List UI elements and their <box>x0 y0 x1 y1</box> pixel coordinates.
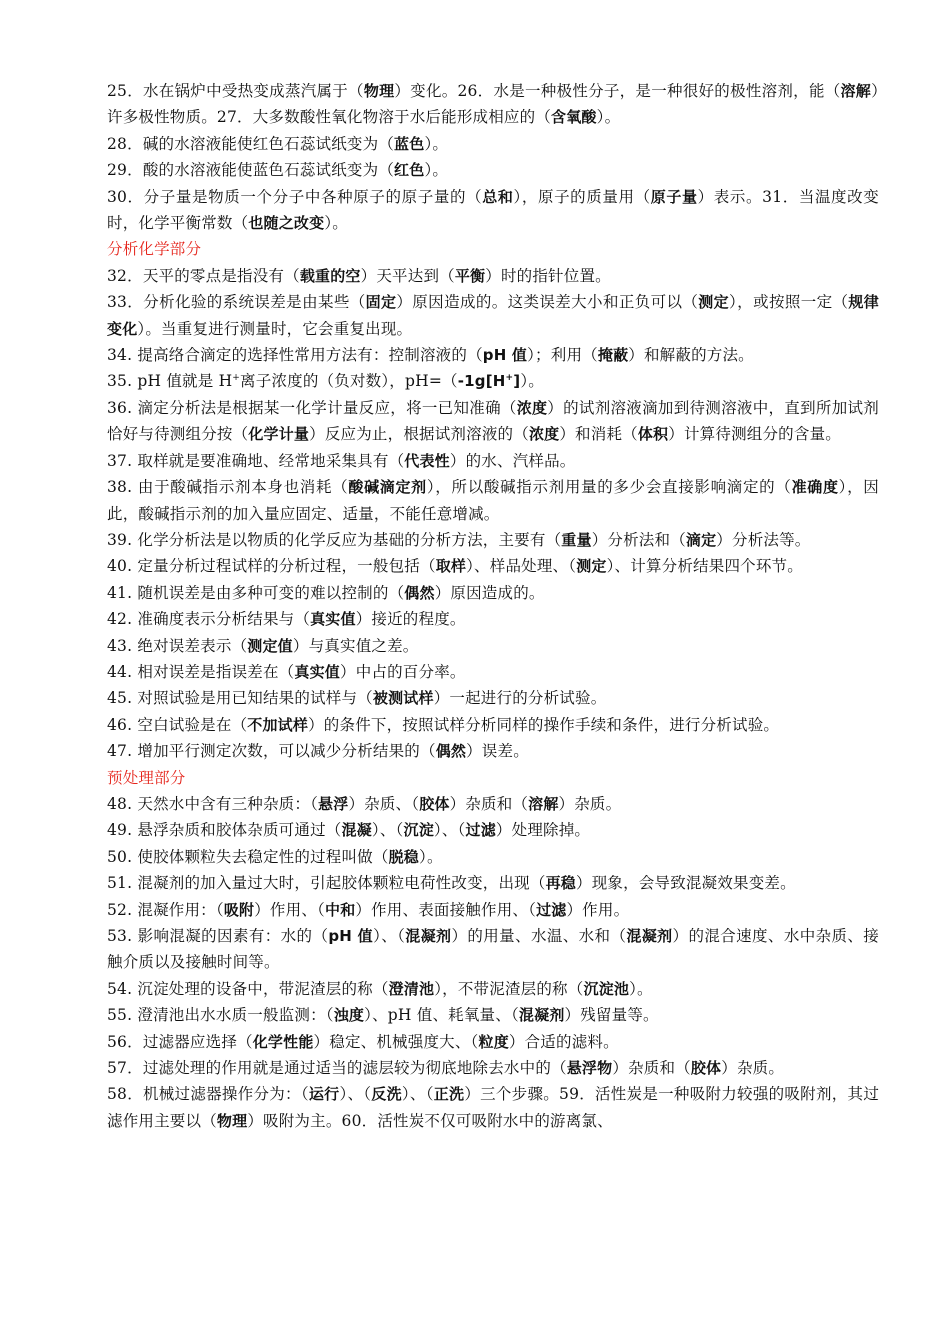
answer-text: 物理 <box>216 1111 248 1130</box>
question-paragraph <box>107 738 879 764</box>
answer-text: -1g[H <box>457 372 506 391</box>
question-text: 32．天平的零点是指没有（ <box>107 266 300 285</box>
question-paragraph <box>107 263 879 289</box>
question-text: ）表示。31．当温度改变时，化学平衡常数（ <box>107 187 880 233</box>
answer-text: 运行 <box>308 1085 340 1104</box>
answer-text: 混凝剂 <box>405 927 452 945</box>
question-paragraph <box>107 342 879 368</box>
question-text: ）。 <box>424 161 449 180</box>
question-text: 55. 澄清池出水水质一般监测：（ <box>107 1006 334 1025</box>
question-text: ）。 <box>324 214 348 233</box>
question-text: ）杂质、（ <box>348 794 420 813</box>
question-paragraph <box>107 78 879 131</box>
question-text: ）计算待测组分的含量。 <box>668 425 841 444</box>
question-text: ）的用量、水温、水和（ <box>451 927 627 945</box>
question-text: ）作用、表面接触作用、（ <box>355 900 537 919</box>
answer-text: 混凝剂 <box>626 927 673 945</box>
question-text: ）、（ <box>373 927 406 945</box>
question-text: ）处理除掉。 <box>495 821 591 840</box>
question-text: 39. 化学分析法是以物质的化学反应为基础的分析方法，主要有（ <box>107 530 562 549</box>
question-text: ），原子的质量用（ <box>513 187 651 206</box>
section-heading: 分析化学部分 <box>107 240 202 259</box>
question-text: ）作用。 <box>566 900 630 919</box>
question-paragraph <box>107 712 879 738</box>
answer-text: 化学计量 <box>248 425 310 444</box>
answer-text: 混凝剂 <box>518 1006 565 1025</box>
question-paragraph <box>107 553 879 579</box>
question-text: ）、样品处理、（ <box>466 557 577 576</box>
question-paragraph <box>107 527 879 553</box>
answer-text: 重量 <box>561 530 592 549</box>
answer-text: 悬浮物 <box>566 1059 613 1078</box>
question-text: ）。 <box>629 979 653 998</box>
question-text: ）、pH 值、耗氧量、（ <box>364 1006 519 1025</box>
question-text: 51. 混凝剂的加入量过大时，引起胶体颗粒电荷性改变，出现（ <box>107 874 546 893</box>
answer-text: 总和 <box>482 187 514 206</box>
answer-text: 胶体 <box>419 794 450 813</box>
question-text: ），不带泥渣层的称（ <box>434 979 584 998</box>
question-text: ）的混合速度、水中杂质、接触介质以及接触时间等。 <box>107 927 880 972</box>
question-text: 46. 空白试验是在（ <box>107 715 248 734</box>
question-paragraph <box>107 157 879 183</box>
question-text: 54. 沉淀处理的设备中，带泥渣层的称（ <box>107 979 389 998</box>
answer-text: 偶然 <box>404 583 435 602</box>
answer-text: 滴定 <box>685 530 717 549</box>
question-text: ）接近的程度。 <box>355 610 466 629</box>
answer-text: 真实值 <box>294 662 340 681</box>
question-text: ）、计算分析结果四个环节。 <box>606 557 803 576</box>
question-text: 47. 增加平行测定次数，可以减少分析结果的（ <box>107 742 436 761</box>
answer-text: 载重的空 <box>299 266 361 285</box>
question-paragraph <box>107 685 879 711</box>
answer-text: 真实值 <box>310 610 356 629</box>
document-page <box>107 78 879 1134</box>
answer-text: 悬浮 <box>318 794 349 813</box>
answer-text: 浓度 <box>528 425 560 444</box>
answer-text: 不加试样 <box>247 715 309 734</box>
question-paragraph <box>107 1002 879 1028</box>
question-text: ）杂质。 <box>721 1059 785 1078</box>
answer-text: 规律变化 <box>107 293 879 338</box>
question-text: 49. 悬浮杂质和胶体杂质可通过（ <box>107 821 342 840</box>
answer-text: 体积 <box>637 425 669 444</box>
question-paragraph <box>107 184 879 237</box>
question-paragraph <box>107 1055 879 1081</box>
answer-text: 也随之改变 <box>248 214 325 233</box>
question-text: ）分析法和（ <box>591 530 686 549</box>
question-text: 52. 混凝作用：（ <box>107 900 224 919</box>
question-text: ）天平达到（ <box>360 266 455 285</box>
answer-text: 中和 <box>325 900 356 919</box>
answer-text: 胶体 <box>690 1059 722 1078</box>
answer-text: 沉淀 <box>403 821 434 840</box>
question-text: ）变化。26．水是一种极性分子，是一种很好的极性溶剂，能（ <box>394 82 841 100</box>
question-text: ）一起进行的分析试验。 <box>433 689 607 708</box>
question-text: ）；利用（ <box>527 346 598 365</box>
answer-text: 蓝色 <box>394 134 425 153</box>
superscript-text: + <box>232 373 241 384</box>
answer-text: 物理 <box>363 82 395 100</box>
question-text: 44. 相对误差是指误差在（ <box>107 662 295 681</box>
question-text: ）的条件下，按照试样分析同样的操作手续和条件，进行分析试验。 <box>308 715 780 734</box>
answer-text: 代表性 <box>404 451 450 470</box>
answer-text: 浊度 <box>333 1006 365 1025</box>
answer-text: 浓度 <box>516 398 548 417</box>
question-text: 40. 定量分析过程试样的分析过程，一般包括（ <box>107 557 436 576</box>
answer-text: 沉淀池 <box>583 979 630 998</box>
question-text: 33．分析化验的系统误差是由某些（ <box>107 293 366 312</box>
question-text: 25．水在锅炉中受热变成蒸汽属于（ <box>107 82 364 100</box>
question-text: ）作用、（ <box>254 900 325 919</box>
question-text: 41. 随机误差是由多种可变的难以控制的（ <box>107 583 405 602</box>
question-text: ）、（ <box>339 1085 372 1104</box>
question-text: ），所以酸碱指示剂用量的多少会直接影响滴定的（ <box>426 478 792 497</box>
answer-text: 化学性能 <box>252 1032 314 1051</box>
question-paragraph <box>107 606 879 632</box>
question-text: ）原因造成的。 <box>434 583 545 602</box>
question-paragraph <box>107 395 879 448</box>
question-text: 56．过滤器应选择（ <box>107 1032 253 1051</box>
answer-text: 测定 <box>576 557 607 576</box>
answer-text: 测定值 <box>247 636 293 655</box>
question-paragraph <box>107 897 879 923</box>
question-text: ）的水、汽样品。 <box>449 451 576 470</box>
question-paragraph <box>107 474 879 527</box>
answer-text: 掩蔽 <box>597 346 629 365</box>
question-text: 48. 天然水中含有三种杂质：（ <box>107 794 319 813</box>
answer-text: 脱稳 <box>388 847 419 866</box>
answer-text: 反洗 <box>371 1085 402 1104</box>
superscript-text: + <box>505 373 514 384</box>
question-text: ）反应为止，根据试剂溶液的（ <box>309 425 529 444</box>
question-text: 45. 对照试验是用已知结果的试样与（ <box>107 689 373 708</box>
question-text: ）吸附为主。60．活性炭不仅可吸附水中的游离氯、 <box>247 1111 613 1130</box>
question-text: 57．过滤处理的作用就是通过适当的滤层较为彻底地除去水中的（ <box>107 1059 567 1078</box>
question-paragraph <box>107 870 879 896</box>
question-text: ）。 <box>419 847 443 866</box>
answer-text: 偶然 <box>435 742 467 761</box>
question-text: 37. 取样就是要准确地、经常地采集具有（ <box>107 451 405 470</box>
question-text: ）、（ <box>401 1085 434 1104</box>
answer-text: 酸碱滴定剂 <box>348 478 427 497</box>
question-text: ）现象，会导致混凝效果变差。 <box>576 874 796 893</box>
question-text: 38. 由于酸碱指示剂本身也消耗（ <box>107 478 349 497</box>
question-paragraph <box>107 448 879 474</box>
question-paragraph <box>107 580 879 606</box>
question-text: ）三个步骤。59．活性炭是一种吸附力较强的吸附剂，其过滤作用主要以（ <box>107 1085 880 1130</box>
question-paragraph <box>107 131 879 157</box>
question-text: ），或按照一定（ <box>729 293 849 312</box>
question-text: 53. 影响混凝的因素有：水的（ <box>107 927 329 945</box>
question-text: ）和消耗（ <box>559 425 638 444</box>
answer-text: 过滤 <box>465 821 496 840</box>
answer-text: 被测试样 <box>372 689 434 708</box>
answer-text: 粒度 <box>478 1032 509 1051</box>
section-heading: 预处理部分 <box>107 768 186 787</box>
answer-text: ] <box>513 372 521 391</box>
question-text: 43. 绝对误差表示（ <box>107 636 248 655</box>
question-text: 35. pH 值就是 H <box>107 372 233 391</box>
question-text: ）分析法等。 <box>716 530 811 549</box>
question-text: ）的试剂溶液滴加到待测溶液中，直到所加试剂恰好与待测组分按（ <box>107 398 880 444</box>
answer-text: 澄清池 <box>388 979 435 998</box>
question-text: 离子浓度的（负对数），pH=（ <box>240 372 458 391</box>
question-text: ）、（ <box>371 821 404 840</box>
answer-text: 含氧酸 <box>551 108 597 127</box>
answer-text: 再稳 <box>545 874 576 893</box>
question-text: 28．碱的水溶液能使红色石蕊试纸变为（ <box>107 134 395 153</box>
question-text: 29．酸的水溶液能使蓝色石蕊试纸变为（ <box>107 161 395 180</box>
question-text: ）稳定、机械强度大、（ <box>313 1032 479 1051</box>
question-text: ）杂质和（ <box>612 1059 691 1078</box>
answer-text: pH 值 <box>482 346 528 365</box>
answer-text: 取样 <box>435 557 467 576</box>
answer-text: 混凝 <box>341 821 372 840</box>
question-text: ）原因造成的。这类误差大小和正负可以（ <box>396 293 699 312</box>
question-text: ）。 <box>520 372 545 391</box>
answer-text: pH 值 <box>328 927 374 945</box>
question-text: 30．分子量是物质一个分子中各种原子的原子量的（ <box>107 187 483 206</box>
question-text: ）、（ <box>433 821 466 840</box>
question-text: ）杂质。 <box>558 794 622 813</box>
question-paragraph <box>107 289 879 342</box>
question-paragraph <box>107 659 879 685</box>
answer-text: 测定 <box>698 293 730 312</box>
answer-text: 过滤 <box>536 900 567 919</box>
answer-text: 原子量 <box>650 187 698 206</box>
question-paragraph <box>107 633 879 659</box>
question-text: ）。 <box>596 108 621 127</box>
question-paragraph <box>107 976 879 1002</box>
question-paragraph <box>107 844 879 870</box>
answer-text: 溶解 <box>528 794 559 813</box>
answer-text: 正洗 <box>433 1085 465 1104</box>
answer-text: 平衡 <box>454 266 486 285</box>
question-text: ）残留量等。 <box>564 1006 659 1025</box>
question-text: ）。当重复进行测量时，它会重复出现。 <box>137 319 413 338</box>
question-text: ）与真实值之差。 <box>292 636 419 655</box>
question-text: ），因此，酸碱指示剂的加入量应固定、适量，不能任意增减。 <box>107 478 879 523</box>
answer-text: 溶解 <box>840 82 872 100</box>
answer-text: 红色 <box>394 161 425 180</box>
question-paragraph <box>107 368 879 394</box>
question-text: ）合适的滤料。 <box>508 1032 619 1051</box>
question-text: ）时的指针位置。 <box>485 266 611 285</box>
question-paragraph <box>107 817 879 843</box>
question-text: ）杂质和（ <box>449 794 529 813</box>
question-text: 42. 准确度表示分析结果与（ <box>107 610 311 629</box>
question-text: 34. 提高络合滴定的选择性常用方法有：控制溶液的（ <box>107 346 483 365</box>
question-text: ）许多极性物质。27．大多数酸性氧化物溶于水后能形成相应的（ <box>107 82 880 127</box>
question-text: ）和解蔽的方法。 <box>628 346 754 365</box>
answer-text: 固定 <box>365 293 397 312</box>
question-paragraph <box>107 923 879 976</box>
question-paragraph <box>107 1081 879 1134</box>
question-text: 58．机械过滤器操作分为：（ <box>107 1085 309 1104</box>
answer-text: 准确度 <box>791 478 839 497</box>
question-text: 36. 滴定分析法是根据某一化学计量反应，将一已知准确（ <box>107 398 517 417</box>
question-text: 50. 使胶体颗粒失去稳定性的过程叫做（ <box>107 847 389 866</box>
question-paragraph <box>107 791 879 817</box>
question-text: ）中占的百分率。 <box>340 662 466 681</box>
question-text: ）。 <box>424 134 449 153</box>
question-text: ）误差。 <box>466 742 529 761</box>
question-paragraph <box>107 1029 879 1055</box>
answer-text: 吸附 <box>223 900 255 919</box>
